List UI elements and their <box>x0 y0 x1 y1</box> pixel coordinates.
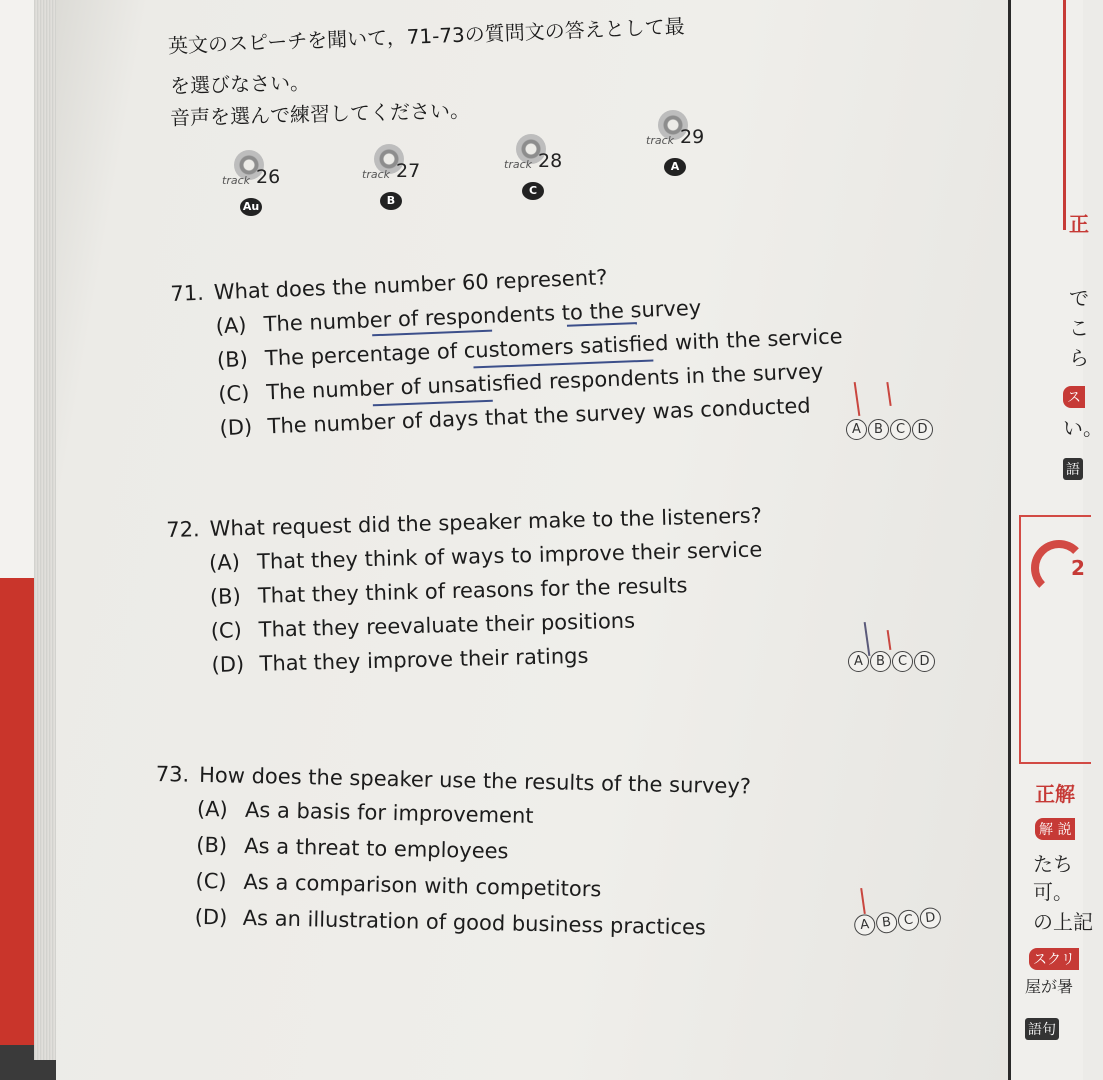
cover-white-area <box>0 0 34 580</box>
bubble-d[interactable]: D <box>914 651 935 672</box>
option-label: (D) <box>211 652 245 677</box>
question-number: 71. <box>170 280 205 306</box>
explanation-text: こ <box>1069 316 1089 340</box>
track-word: track <box>222 174 250 187</box>
track-number: 27 <box>396 160 421 182</box>
bubble-b[interactable]: B <box>870 651 891 672</box>
answer-heading: 正 <box>1069 212 1089 236</box>
vocab-badge: 語 <box>1063 458 1083 480</box>
option-text: That they think of ways to improve their service <box>256 537 763 574</box>
option-text: That they think of reasons for the results <box>257 573 688 608</box>
audio-track-28[interactable] <box>504 134 584 214</box>
option-text: The number of days that the survey was conducted <box>267 393 812 439</box>
option-label: (B) <box>209 584 242 609</box>
bubble-c[interactable]: C <box>892 651 913 672</box>
accent-badge: B <box>380 192 402 210</box>
instruction-line-1: 英文のスピーチを聞いて，71-73の質問文の答えとして最 <box>167 14 686 58</box>
instruction-line-3: 音声を選んで練習してください。 <box>169 98 471 130</box>
accent-badge: Au <box>240 198 262 216</box>
option-b <box>196 833 509 864</box>
option-label: (B) <box>196 832 228 858</box>
question-stem: What request did the speaker make to the listeners? <box>209 503 763 541</box>
option-c <box>210 609 635 643</box>
bubble-c[interactable]: C <box>890 419 911 440</box>
red-cover <box>0 578 38 1048</box>
question-number: 72. <box>166 517 200 542</box>
script-badge: スクリ <box>1029 948 1079 970</box>
option-text: As a threat to employees <box>244 833 509 864</box>
option-c <box>195 869 601 901</box>
answer-bubbles-72[interactable] <box>848 650 936 672</box>
option-label: (B) <box>216 347 249 373</box>
explanation-badge: 解 説 <box>1035 818 1075 840</box>
option-label: (A) <box>196 796 229 822</box>
explanation-text: の上記 <box>1033 910 1093 934</box>
accent-badge: A <box>664 158 686 176</box>
pen-underline <box>373 400 493 407</box>
bubble-a[interactable]: A <box>848 651 869 672</box>
script-text: 屋が暑 <box>1025 977 1074 996</box>
bubble-b[interactable]: B <box>868 419 889 440</box>
adjacent-page <box>1008 0 1103 1080</box>
option-text: As an illustration of good business practices <box>242 905 707 940</box>
option-label: (C) <box>217 381 250 407</box>
question-number: 73. <box>155 762 190 787</box>
bubble-a[interactable]: A <box>853 913 876 936</box>
option-text: The number of respondents to the survey <box>263 295 702 337</box>
question-stem: What does the number 60 represent? <box>213 265 608 305</box>
explanation-text: で <box>1069 286 1089 310</box>
question-text <box>166 503 762 542</box>
accent-badge: C <box>522 182 544 200</box>
option-d <box>211 644 588 677</box>
track-number: 26 <box>256 166 281 188</box>
option-a <box>209 537 763 575</box>
question-stem: How does the speaker use the results of the survey? <box>198 762 752 799</box>
option-label: (D) <box>194 904 228 930</box>
option-text: As a comparison with competitors <box>243 869 602 902</box>
script-badge: ス <box>1063 386 1085 408</box>
bubble-d[interactable]: D <box>919 907 942 930</box>
option-text: That they reevaluate their positions <box>258 608 636 642</box>
track-word: track <box>362 168 390 181</box>
question-text <box>155 762 751 798</box>
option-text: The number of unsatisfied respondents in the survey <box>265 358 824 405</box>
option-label: (A) <box>215 313 247 339</box>
explanation-text: 可。 <box>1033 880 1073 904</box>
bubble-a[interactable]: A <box>846 419 867 440</box>
book-edge <box>0 0 56 1080</box>
track-number: 29 <box>680 126 705 148</box>
option-label: (A) <box>208 550 241 575</box>
option-label: (C) <box>195 868 227 894</box>
book-page <box>56 0 1010 1080</box>
bubble-b[interactable]: B <box>875 911 898 934</box>
audio-track-29[interactable] <box>646 110 726 190</box>
question-73 <box>152 762 956 969</box>
question-text <box>170 265 608 306</box>
option-text: As a basis for improvement <box>244 797 534 828</box>
explanation-text: たち <box>1033 852 1073 876</box>
audio-track-26[interactable] <box>222 150 302 230</box>
page-stack <box>34 0 56 1060</box>
option-a <box>197 797 534 828</box>
explanation-text: ら <box>1069 346 1089 370</box>
option-label: (C) <box>210 618 243 643</box>
option-b <box>210 573 688 609</box>
option-text: The percentage of customers satisfied with the service <box>264 324 843 371</box>
explanation-text: い。 <box>1063 416 1103 440</box>
track-word: track <box>504 158 532 171</box>
option-d <box>195 905 707 940</box>
track-number: 28 <box>538 150 563 172</box>
red-margin-line <box>1063 0 1066 230</box>
answer-bubbles-71[interactable] <box>846 418 934 440</box>
section-number: 2 <box>1071 556 1085 580</box>
track-word: track <box>646 134 674 147</box>
audio-track-27[interactable] <box>362 144 442 224</box>
vocab-badge: 語句 <box>1025 1018 1059 1040</box>
bubble-c[interactable]: C <box>897 909 920 932</box>
option-label: (D) <box>219 414 253 441</box>
instruction-line-2: を選びなさい。 <box>169 70 311 98</box>
answer-heading: 正解 <box>1035 782 1075 806</box>
bubble-d[interactable]: D <box>912 419 933 440</box>
option-text: That they improve their ratings <box>259 643 589 676</box>
